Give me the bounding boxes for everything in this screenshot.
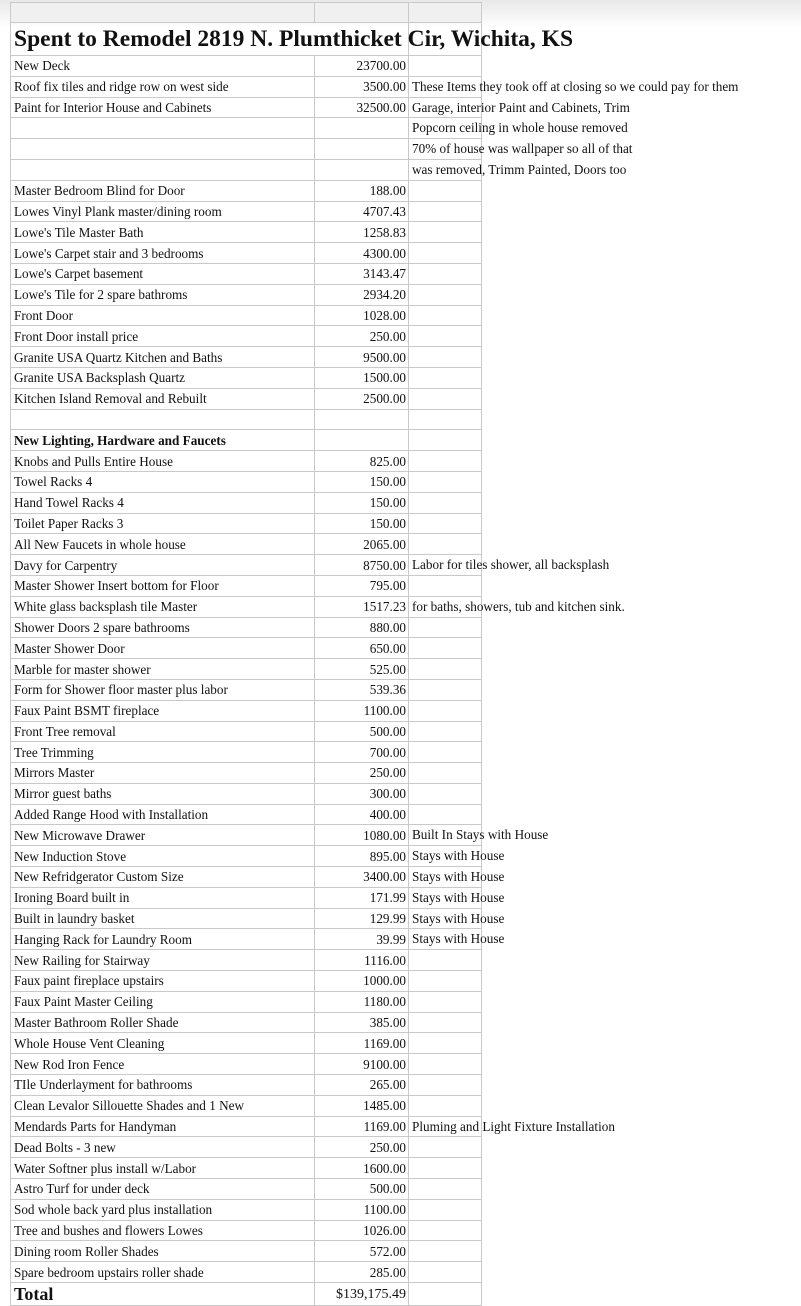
item-cell[interactable]: Mirrors Master [11,763,315,784]
item-cell[interactable]: New Refridgerator Custom Size [11,867,315,888]
column-a-header[interactable] [11,3,315,23]
note-cell[interactable] [409,513,482,534]
item-cell[interactable]: Toilet Paper Racks 3 [11,513,315,534]
amount-cell[interactable]: 1500.00 [315,367,409,388]
amount-cell[interactable]: 129.99 [315,908,409,929]
expense-row [11,1158,482,1179]
note-cell[interactable] [409,721,482,742]
total-note-cell[interactable] [409,1283,482,1306]
item-cell[interactable]: Faux Paint BSMT fireplace [11,700,315,721]
amount-cell[interactable]: 880.00 [315,617,409,638]
note-cell[interactable] [409,367,482,388]
item-cell[interactable]: Hanging Rack for Laundry Room [11,929,315,950]
expense-table [10,2,739,1306]
expense-row [11,326,482,347]
expense-row [11,1075,482,1096]
amount-cell[interactable]: 150.00 [315,492,409,513]
amount-cell[interactable]: 250.00 [315,763,409,784]
note-cell[interactable] [409,596,625,617]
amount-cell[interactable]: 171.99 [315,887,409,908]
note-cell[interactable] [409,575,482,596]
amount-cell[interactable]: 2065.00 [315,534,409,555]
spreadsheet [10,2,739,1306]
total-row [11,1283,482,1306]
item-cell[interactable]: Tree Trimming [11,742,315,763]
amount-cell[interactable] [315,159,409,180]
note-cell[interactable] [409,763,482,784]
item-cell[interactable]: Spare bedroom upstairs roller shade [11,1262,315,1283]
item-cell[interactable]: Ironing Board built in [11,887,315,908]
amount-cell[interactable]: 1100.00 [315,700,409,721]
expense-row [11,451,482,472]
note-cell[interactable] [409,1054,482,1075]
amount-cell[interactable]: 1600.00 [315,1158,409,1179]
item-cell[interactable]: Lowe's Carpet stair and 3 bedrooms [11,243,315,264]
note-cell[interactable] [409,222,482,243]
expense-row [11,180,482,201]
note-cell[interactable] [409,783,482,804]
note-text: Stays with House [412,848,505,864]
expense-row [11,1095,482,1116]
expense-row [11,617,482,638]
amount-cell[interactable]: 1000.00 [315,971,409,992]
note-cell[interactable] [409,1033,482,1054]
amount-cell[interactable]: 1028.00 [315,305,409,326]
amount-cell[interactable]: 3500.00 [315,76,409,97]
expense-row [11,742,482,763]
item-cell[interactable]: New Rod Iron Fence [11,1054,315,1075]
note-cell[interactable] [409,263,482,284]
note-cell[interactable] [409,284,482,305]
expense-row [11,1137,482,1158]
amount-cell[interactable]: 4707.43 [315,201,409,222]
item-cell[interactable]: Mirror guest baths [11,783,315,804]
amount-cell[interactable]: 2934.20 [315,284,409,305]
amount-cell[interactable]: 8750.00 [315,555,409,576]
expense-row [11,825,482,846]
total-label[interactable]: Total [11,1283,315,1306]
expense-row [11,534,482,555]
item-cell[interactable]: Front Door install price [11,326,315,347]
note-cell[interactable] [409,1262,482,1283]
note-text: Garage, interior Paint and Cabinets, Trim [412,99,630,115]
amount-cell[interactable]: 500.00 [315,721,409,742]
item-cell[interactable]: Faux paint fireplace upstairs [11,971,315,992]
item-cell[interactable]: Master Shower Door [11,638,315,659]
expense-row [11,763,482,784]
note-text: Labor for tiles shower, all backsplash [412,557,610,573]
expense-row [11,1054,482,1075]
note-cell[interactable] [409,97,630,118]
amount-cell[interactable]: 539.36 [315,679,409,700]
note-cell[interactable] [409,804,482,825]
expense-row [11,867,482,888]
amount-cell[interactable]: 9500.00 [315,347,409,368]
expense-row [11,347,482,368]
expense-row [11,76,482,97]
note-cell[interactable] [409,971,482,992]
expense-row [11,638,482,659]
amount-cell[interactable]: 400.00 [315,804,409,825]
item-cell[interactable]: Tree and bushes and flowers Lowes [11,1220,315,1241]
note-cell[interactable] [409,409,482,430]
expense-row [11,1012,482,1033]
note-cell[interactable] [409,534,482,555]
note-cell[interactable] [409,887,505,908]
note-cell[interactable] [409,1158,482,1179]
note-cell[interactable] [409,56,482,77]
item-cell[interactable]: Master Bedroom Blind for Door [11,180,315,201]
note-cell[interactable] [409,471,482,492]
expense-row [11,1116,482,1137]
amount-cell[interactable] [315,139,409,160]
note-text: Stays with House [412,889,505,905]
expense-row [11,596,482,617]
item-cell[interactable]: New Microwave Drawer [11,825,315,846]
note-cell[interactable] [409,679,482,700]
expense-row [11,471,482,492]
item-cell[interactable]: Whole House Vent Cleaning [11,1033,315,1054]
amount-cell[interactable]: 150.00 [315,471,409,492]
amount-cell[interactable]: 250.00 [315,326,409,347]
note-text: was removed, Trimm Painted, Doors too [412,161,627,177]
expense-row [11,159,482,180]
amount-cell[interactable]: 250.00 [315,1137,409,1158]
amount-cell[interactable] [315,409,409,430]
item-cell[interactable]: Lowe's Tile for 2 spare bathroms [11,284,315,305]
expense-row [11,1199,482,1220]
item-cell[interactable]: Lowes Vinyl Plank master/dining room [11,201,315,222]
expense-row [11,139,482,160]
note-cell[interactable] [409,139,633,160]
title-row [11,23,482,56]
note-cell[interactable] [409,180,482,201]
expense-row [11,971,482,992]
title-cell[interactable] [11,23,574,56]
item-cell[interactable] [11,118,315,139]
amount-cell[interactable]: 1169.00 [315,1116,409,1137]
expense-row [11,887,482,908]
amount-cell[interactable]: 3143.47 [315,263,409,284]
expense-row [11,367,482,388]
amount-cell[interactable]: 1180.00 [315,991,409,1012]
amount-cell[interactable]: 4300.00 [315,243,409,264]
note-cell[interactable] [409,659,482,680]
amount-cell[interactable]: 2500.00 [315,388,409,409]
item-cell[interactable]: Faux Paint Master Ceiling [11,991,315,1012]
note-cell[interactable] [409,929,505,950]
amount-cell[interactable]: 32500.00 [315,97,409,118]
item-cell[interactable]: Lowe's Tile Master Bath [11,222,315,243]
note-cell[interactable] [409,825,549,846]
note-cell[interactable] [409,638,482,659]
item-cell[interactable]: Davy for Carpentry [11,555,315,576]
amount-cell[interactable]: 1485.00 [315,1095,409,1116]
amount-cell[interactable]: 500.00 [315,1179,409,1200]
amount-cell[interactable] [315,118,409,139]
expense-row [11,201,482,222]
sheet-title: Spent to Remodel 2819 N. Plumthicket Cir, Wichita, KS [14,26,574,52]
note-cell[interactable] [409,908,505,929]
note-cell[interactable] [409,867,505,888]
amount-cell[interactable]: 9100.00 [315,1054,409,1075]
item-cell[interactable]: Knobs and Pulls Entire House [11,451,315,472]
item-cell[interactable]: Towel Racks 4 [11,471,315,492]
note-cell[interactable] [409,243,482,264]
note-cell[interactable] [409,118,628,139]
item-cell[interactable]: Shower Doors 2 spare bathrooms [11,617,315,638]
note-text: Built In Stays with House [412,827,549,843]
item-cell[interactable]: Form for Shower floor master plus labor [11,679,315,700]
note-cell[interactable] [409,347,482,368]
expense-row [11,492,482,513]
item-cell[interactable]: White glass backsplash tile Master [11,596,315,617]
note-cell[interactable] [409,1012,482,1033]
item-cell[interactable]: Astro Turf for under deck [11,1179,315,1200]
amount-cell[interactable]: 150.00 [315,513,409,534]
note-cell[interactable] [409,451,482,472]
expense-row [11,1262,482,1283]
amount-cell[interactable]: 39.99 [315,929,409,950]
item-cell[interactable]: Master Shower Insert bottom for Floor [11,575,315,596]
note-cell[interactable] [409,1241,482,1262]
note-text: Stays with House [412,910,505,926]
note-cell[interactable] [409,1116,615,1137]
item-cell[interactable]: Marble for master shower [11,659,315,680]
item-cell[interactable]: New Deck [11,56,315,77]
amount-cell[interactable]: 385.00 [315,1012,409,1033]
item-cell[interactable] [11,139,315,160]
note-cell[interactable] [409,1179,482,1200]
item-cell[interactable]: Dining room Roller Shades [11,1241,315,1262]
amount-cell[interactable]: 825.00 [315,451,409,472]
item-cell[interactable]: Master Bathroom Roller Shade [11,1012,315,1033]
item-cell[interactable]: Added Range Hood with Installation [11,804,315,825]
note-cell[interactable] [409,388,482,409]
header-row [11,3,482,23]
item-cell[interactable]: New Railing for Stairway [11,950,315,971]
expense-row [11,513,482,534]
note-text: These Items they took off at closing so we could pay for them [412,78,739,94]
note-cell[interactable] [409,1137,482,1158]
amount-cell[interactable]: 300.00 [315,783,409,804]
item-cell[interactable]: TIle Underlayment for bathrooms [11,1075,315,1096]
note-text: 70% of house was wallpaper so all of that [412,141,633,157]
expense-row [11,721,482,742]
item-cell[interactable]: Dead Bolts - 3 new [11,1137,315,1158]
item-cell[interactable] [11,409,315,430]
expense-row [11,950,482,971]
note-text: Stays with House [412,869,505,885]
column-c-header[interactable] [409,3,482,23]
expense-row [11,659,482,680]
expense-row [11,908,482,929]
note-cell[interactable] [409,1199,482,1220]
item-cell[interactable]: Lowe's Carpet basement [11,263,315,284]
item-cell[interactable]: Paint for Interior House and Cabinets [11,97,315,118]
item-cell[interactable]: Clean Levalor Sillouette Shades and 1 New [11,1095,315,1116]
amount-cell[interactable]: 1080.00 [315,825,409,846]
expense-row [11,846,482,867]
note-cell[interactable] [409,1095,482,1116]
item-cell[interactable]: New Induction Stove [11,846,315,867]
note-text: for baths, showers, tub and kitchen sink. [412,598,625,614]
note-text: Stays with House [412,931,505,947]
item-cell[interactable]: Front Door [11,305,315,326]
item-cell[interactable]: Granite USA Quartz Kitchen and Baths [11,347,315,368]
expense-row [11,1241,482,1262]
amount-cell[interactable] [315,430,409,451]
amount-cell[interactable]: 895.00 [315,846,409,867]
expense-row [11,1220,482,1241]
amount-cell[interactable]: 1116.00 [315,950,409,971]
expense-row [11,118,482,139]
expense-row [11,783,482,804]
amount-cell[interactable]: 650.00 [315,638,409,659]
amount-cell[interactable]: 285.00 [315,1262,409,1283]
expense-row [11,991,482,1012]
item-cell[interactable] [11,159,315,180]
expense-row [11,679,482,700]
expense-row [11,284,482,305]
note-cell[interactable] [409,326,482,347]
note-cell[interactable] [409,159,627,180]
item-cell[interactable]: Hand Towel Racks 4 [11,492,315,513]
note-cell[interactable] [409,846,505,867]
note-cell[interactable] [409,1075,482,1096]
expense-row [11,929,482,950]
expense-row [11,555,482,576]
note-cell[interactable] [409,700,482,721]
expense-row [11,1179,482,1200]
item-cell[interactable]: Granite USA Backsplash Quartz [11,367,315,388]
note-cell[interactable] [409,76,739,97]
amount-cell[interactable]: 795.00 [315,575,409,596]
expense-row [11,700,482,721]
item-cell[interactable]: Kitchen Island Removal and Rebuilt [11,388,315,409]
note-cell[interactable] [409,742,482,763]
total-amount[interactable]: $139,175.49 [315,1283,409,1306]
amount-cell[interactable]: 1517.23 [315,596,409,617]
amount-cell[interactable]: 3400.00 [315,867,409,888]
note-text: Pluming and Light Fixture Installation [412,1118,615,1134]
expense-row [11,243,482,264]
item-cell[interactable]: Roof fix tiles and ridge row on west side [11,76,315,97]
note-cell[interactable] [409,492,482,513]
amount-cell[interactable]: 188.00 [315,180,409,201]
expense-row [11,305,482,326]
amount-cell[interactable]: 1169.00 [315,1033,409,1054]
amount-cell[interactable]: 572.00 [315,1241,409,1262]
expense-row [11,263,482,284]
amount-cell[interactable]: 525.00 [315,659,409,680]
note-cell[interactable] [409,617,482,638]
note-cell[interactable] [409,950,482,971]
note-cell[interactable] [409,991,482,1012]
expense-row [11,97,482,118]
amount-cell[interactable]: 1258.83 [315,222,409,243]
item-cell[interactable]: Water Softner plus install w/Labor [11,1158,315,1179]
expense-row [11,388,482,409]
item-cell[interactable]: Front Tree removal [11,721,315,742]
expense-row [11,222,482,243]
amount-cell[interactable]: 265.00 [315,1075,409,1096]
section-header-row [11,430,482,451]
section-title-cell[interactable]: New Lighting, Hardware and Faucets [11,430,315,451]
expense-row [11,56,482,77]
note-cell[interactable] [409,555,610,576]
column-b-header[interactable] [315,3,409,23]
amount-cell[interactable]: 1026.00 [315,1220,409,1241]
note-cell[interactable] [409,305,482,326]
expense-row [11,804,482,825]
amount-cell[interactable]: 1100.00 [315,1199,409,1220]
expense-row [11,575,482,596]
amount-cell[interactable]: 23700.00 [315,56,409,77]
expense-row [11,1033,482,1054]
expense-row [11,409,482,430]
note-cell[interactable] [409,1220,482,1241]
item-cell[interactable]: Built in laundry basket [11,908,315,929]
note-text: Popcorn ceiling in whole house removed [412,120,628,136]
note-cell[interactable] [409,201,482,222]
item-cell[interactable]: Mendards Parts for Handyman [11,1116,315,1137]
item-cell[interactable]: All New Faucets in whole house [11,534,315,555]
amount-cell[interactable]: 700.00 [315,742,409,763]
note-cell[interactable] [409,430,482,451]
item-cell[interactable]: Sod whole back yard plus installation [11,1199,315,1220]
